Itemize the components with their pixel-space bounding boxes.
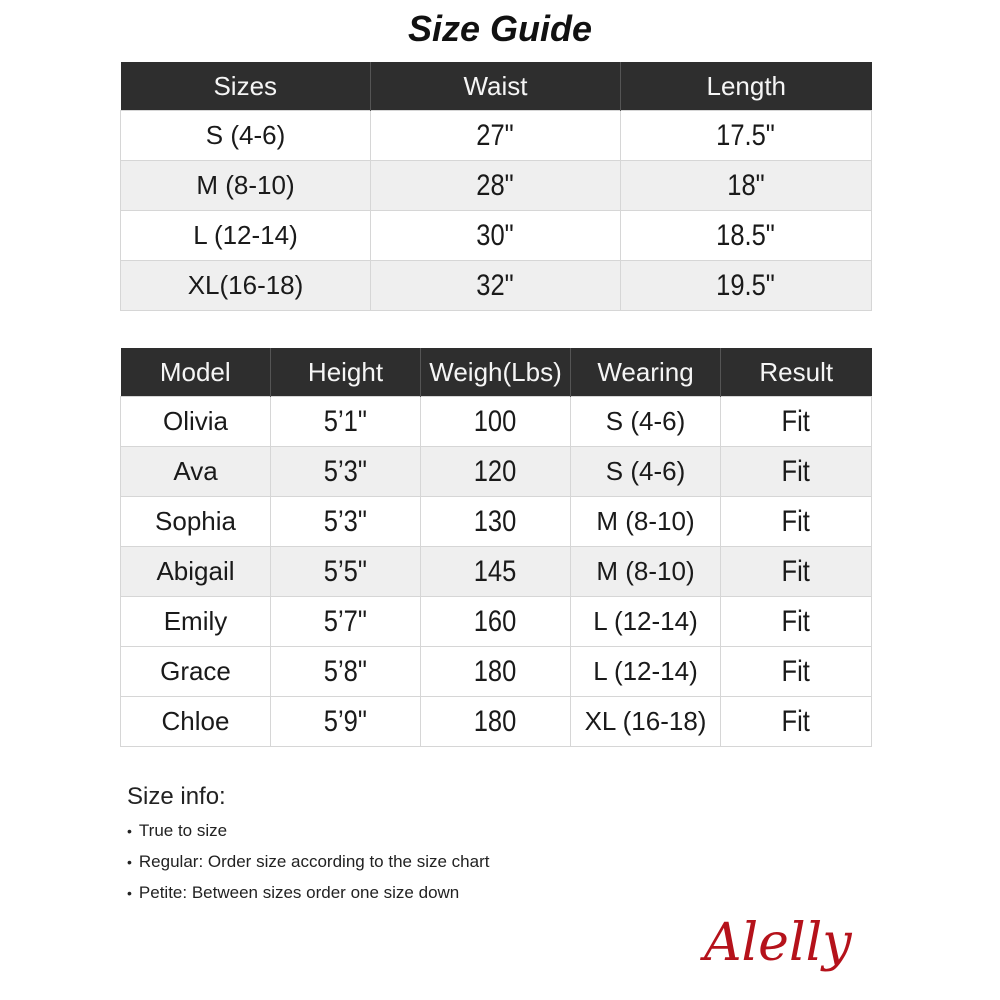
height-cell: 5’1" [271, 397, 421, 447]
size-table [120, 62, 872, 311]
list-item: • Regular: Order size according to the size chart [127, 851, 489, 882]
waist-cell: 27" [371, 111, 621, 161]
model-name-cell: Olivia [121, 397, 271, 447]
wearing-cell: S (4-6) [571, 447, 721, 497]
height-cell: 5’8" [271, 647, 421, 697]
size-cell: L (12-14) [121, 211, 371, 261]
size-info-list [127, 820, 489, 913]
model-name-cell: Chloe [121, 697, 271, 747]
weight-cell: 180 [421, 647, 571, 697]
waist-cell: 32" [371, 261, 621, 311]
list-item: • Petite: Between sizes order one size down [127, 882, 489, 913]
size-table-header-waist: Waist [371, 62, 621, 111]
size-info-heading: Size info: [127, 783, 226, 810]
result-cell: Fit [721, 397, 872, 447]
length-cell: 17.5" [621, 111, 872, 161]
result-cell: Fit [721, 497, 872, 547]
length-cell: 19.5" [621, 261, 872, 311]
model-table-header-row [121, 348, 872, 397]
page-title: Size Guide [407, 8, 593, 49]
model-table-header-wearing: Wearing [571, 348, 721, 397]
result-cell: Fit [721, 447, 872, 497]
table-row [121, 597, 872, 647]
result-cell: Fit [721, 597, 872, 647]
model-table-header-weight: Weigh(Lbs) [421, 348, 571, 397]
brand-logo-text: Alelly [704, 913, 852, 973]
wearing-cell: L (12-14) [571, 647, 721, 697]
model-name-cell: Sophia [121, 497, 271, 547]
result-cell: Fit [721, 647, 872, 697]
weight-cell: 180 [421, 697, 571, 747]
table-row [121, 647, 872, 697]
model-table-header-model: Model [121, 348, 271, 397]
length-cell: 18.5" [621, 211, 872, 261]
weight-cell: 120 [421, 447, 571, 497]
height-cell: 5’7" [271, 597, 421, 647]
size-cell: S (4-6) [121, 111, 371, 161]
table-row [121, 447, 872, 497]
height-cell: 5’3" [271, 447, 421, 497]
table-row [121, 211, 872, 261]
wearing-cell: L (12-14) [571, 597, 721, 647]
result-cell: Fit [721, 697, 872, 747]
list-item: • True to size [127, 820, 489, 851]
length-cell: 18" [621, 161, 872, 211]
weight-cell: 145 [421, 547, 571, 597]
wearing-cell: S (4-6) [571, 397, 721, 447]
size-table-header-row [121, 62, 872, 111]
size-cell: XL(16-18) [121, 261, 371, 311]
wearing-cell: XL (16-18) [571, 697, 721, 747]
wearing-cell: M (8-10) [571, 497, 721, 547]
height-cell: 5’9" [271, 697, 421, 747]
size-cell: M (8-10) [121, 161, 371, 211]
table-row [121, 697, 872, 747]
waist-cell: 28" [371, 161, 621, 211]
size-table-header-length: Length [621, 62, 872, 111]
table-row [121, 497, 872, 547]
weight-cell: 160 [421, 597, 571, 647]
model-table-header-result: Result [721, 348, 872, 397]
table-row [121, 111, 872, 161]
weight-cell: 100 [421, 397, 571, 447]
model-name-cell: Emily [121, 597, 271, 647]
model-table [120, 348, 872, 747]
wearing-cell: M (8-10) [571, 547, 721, 597]
model-table-header-height: Height [271, 348, 421, 397]
model-name-cell: Ava [121, 447, 271, 497]
table-row [121, 261, 872, 311]
result-cell: Fit [721, 547, 872, 597]
size-table-header-sizes: Sizes [121, 62, 371, 111]
brand-logo [700, 898, 880, 988]
weight-cell: 130 [421, 497, 571, 547]
table-row [121, 397, 872, 447]
height-cell: 5’3" [271, 497, 421, 547]
table-row [121, 547, 872, 597]
model-name-cell: Abigail [121, 547, 271, 597]
height-cell: 5’5" [271, 547, 421, 597]
table-row [121, 161, 872, 211]
model-name-cell: Grace [121, 647, 271, 697]
waist-cell: 30" [371, 211, 621, 261]
